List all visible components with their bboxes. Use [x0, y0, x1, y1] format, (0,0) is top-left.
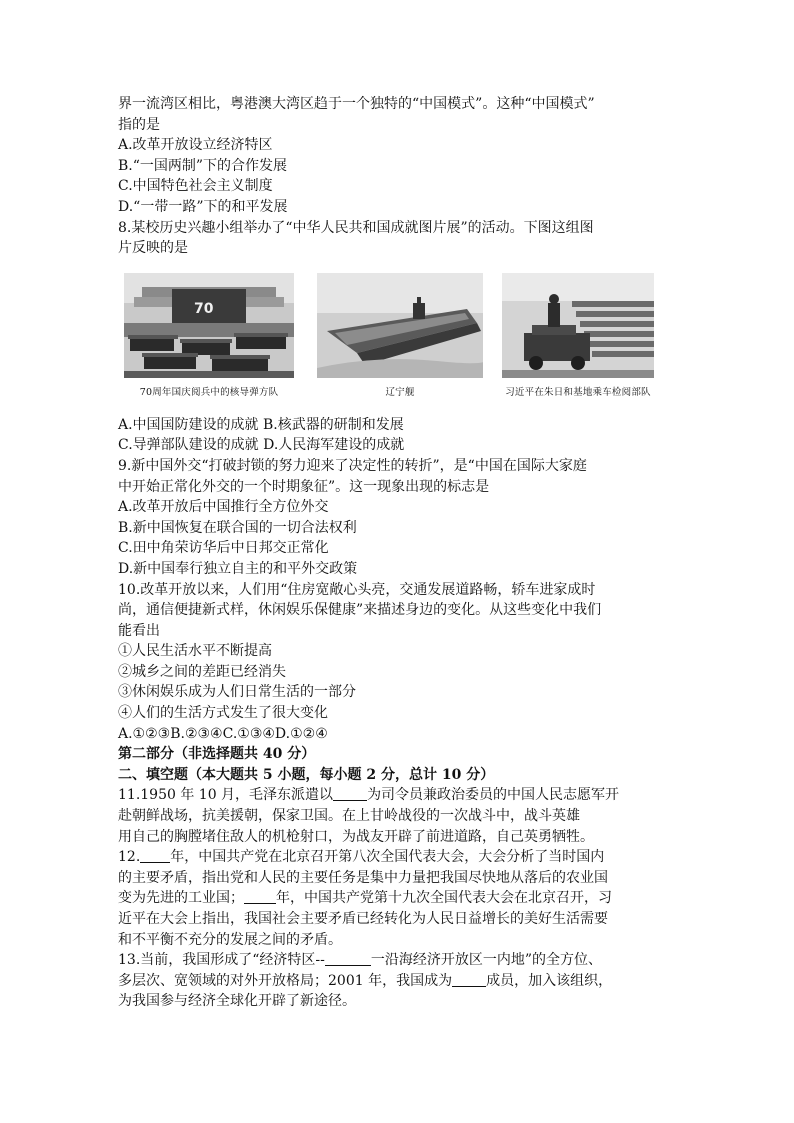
text-line [118, 785, 690, 806]
answer-blank[interactable] [333, 786, 367, 801]
subsection-title: 二、填空题（本大题共 5 小题，每小题 2 分，总计 10 分） [118, 766, 495, 783]
option-a: A.改革开放后中国推行全方位外交 [118, 499, 329, 516]
photo-strip [118, 273, 690, 405]
text-fragment: 为司令员兼政治委员的中国人民志愿军开 [367, 787, 620, 804]
text-fragment: 变为先进的工业国； [118, 890, 244, 907]
option-a: A.改革开放设立经济特区 [118, 137, 273, 154]
text-fragment: 11.1950 年 10 月，毛泽东派遣以 [118, 787, 334, 804]
q10-stem: 10.改革开放以来，人们用“住房宽敞心头亮，交通发展道路畅，轿车进家成时 [118, 581, 596, 598]
text-fragment: 12. [118, 849, 141, 866]
question-11 [118, 785, 690, 847]
question-7-continuation [118, 94, 690, 218]
text-line: 片反映的是 [118, 240, 188, 257]
text-fragment: 年，中国共产党第十九次全国代表大会在北京召开，习 [276, 890, 612, 907]
badge-70: 70 [194, 300, 214, 317]
photo-caption: 70周年国庆阅兵中的核导弹方队 [139, 386, 279, 398]
question-12 [118, 847, 690, 950]
answer-blank[interactable] [325, 951, 371, 966]
statement-4: ④人们的生活方式发生了很大变化 [118, 705, 328, 722]
q10-stem: 尚，通信便捷新式样，休闲娱乐保健康”来描述身边的变化。从这些变化中我们 [118, 602, 602, 619]
photo-caption: 辽宁舰 [385, 386, 415, 398]
text-line: 和不平衡不充分的发展之间的矛盾。 [118, 931, 342, 948]
q8-options-cd: C.导弹部队建设的成就 D.人民海军建设的成就 [118, 437, 405, 454]
text-line: 8.某校历史兴趣小组举办了“中华人民共和国成就图片展”的活动。下图这组图 [118, 219, 594, 236]
text-fragment: 成员，加入该组织， [486, 972, 613, 989]
question-13 [118, 950, 690, 1012]
statement-2: ②城乡之间的差距已经消失 [118, 663, 286, 680]
q10-options: A.①②③B.②③④C.①③④D.①②④ [118, 725, 328, 742]
text-line: 指的是 [118, 116, 160, 133]
carrier-photo [317, 273, 483, 398]
text-fragment: 多层次、宽领域的对外开放格局；2001 年，我国成为 [118, 972, 453, 989]
question-8-options-to-10 [118, 415, 690, 745]
photo-caption: 习近平在朱日和基地乘车检阅部队 [505, 386, 651, 398]
text-line [118, 971, 690, 992]
q10-stem: 能看出 [118, 622, 160, 639]
option-d: D.新中国奉行独立自主的和平外交政策 [118, 560, 358, 577]
text-line: 为我国参与经济全球化开辟了新途径。 [118, 993, 356, 1010]
text-line: 赴朝鲜战场，抗美援朝，保家卫国。在上甘岭战役的一次战斗中，战斗英雄 [118, 808, 580, 825]
text-fragment: 13.当前，我国形成了“经济特区-- [118, 952, 325, 969]
text-line: 近平在大会上指出，我国社会主要矛盾已经转化为人民日益增长的美好生活需要 [118, 911, 608, 927]
text-line: 界一流湾区相比，粤港澳大湾区趋于一个独特的“中国模式”。这种“中国模式” [118, 96, 595, 112]
option-c: C.中国特色社会主义制度 [118, 178, 273, 195]
option-b: B.“一国两制”下的合作发展 [118, 157, 288, 174]
section-title: 第二部分（非选择题共 40 分） [118, 746, 316, 763]
review-image [502, 273, 654, 378]
q8-options-ab: A.中国国防建设的成就 B.核武器的研制和发展 [118, 416, 404, 433]
text-line: 用自己的胸膛堵住敌人的机枪射口，为战友开辟了前进道路，自己英勇牺牲。 [118, 828, 594, 845]
text-fragment: 一沿海经济开放区一内地”的全方位、 [370, 952, 603, 969]
text-line [118, 950, 690, 971]
text-line [118, 847, 690, 868]
review-photo [502, 273, 654, 398]
answer-blank[interactable] [244, 889, 276, 904]
exam-page [118, 94, 690, 1012]
option-b: B.新中国恢复在联合国的一切合法权利 [118, 519, 357, 536]
statement-3: ③休闲娱乐成为人们日常生活的一部分 [118, 684, 356, 701]
parade-photo [124, 273, 294, 398]
answer-blank[interactable] [452, 972, 486, 987]
text-line: 的主要矛盾，指出党和人民的主要任务是集中力量把我国尽快地从落后的农业国 [118, 869, 608, 886]
text-fragment: 年，中国共产党在北京召开第八次全国代表大会，大会分析了当时国内 [170, 849, 605, 866]
option-d: D.“一带一路”下的和平发展 [118, 198, 288, 215]
text-line [118, 888, 690, 909]
statement-1: ①人民生活水平不断提高 [118, 643, 272, 660]
carrier-image [317, 273, 483, 378]
q9-stem: 9.新中国外交“打破封锁的努力迎来了决定性的转折”，是“中国在国际大家庭 [118, 457, 587, 474]
parade-image [124, 273, 294, 378]
option-c: C.田中角荣访华后中日邦交正常化 [118, 540, 329, 557]
answer-blank[interactable] [140, 848, 170, 863]
question-8-stem [118, 218, 690, 259]
q9-stem: 中开始正常化外交的一个时期象征”。这一现象出现的标志是 [118, 478, 490, 495]
